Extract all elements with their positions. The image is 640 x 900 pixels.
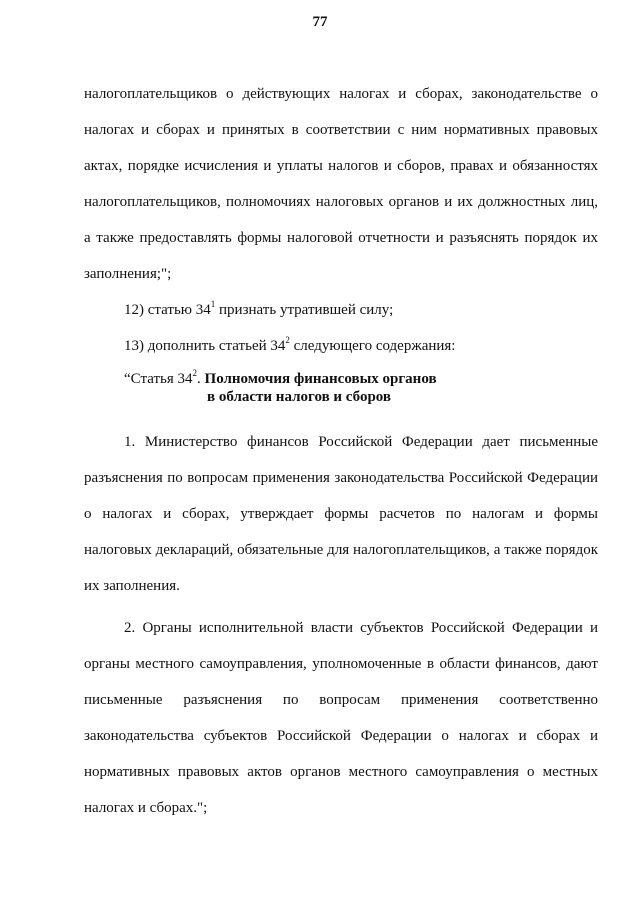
article-heading-line2: в области налогов и сборов — [207, 389, 392, 405]
list-item-13-text: 13) дополнить статьей 34 — [124, 338, 286, 354]
document-body — [84, 76, 598, 826]
article-heading-line1 — [84, 370, 598, 388]
article-title: Полномочия финансовых органов — [200, 371, 437, 387]
superscript: 2 — [285, 335, 290, 345]
list-item-12-rest: признать утратившей силу; — [215, 302, 394, 318]
article-prefix: “Статья 34 — [124, 371, 193, 387]
clause-1: 1. Министерство финансов Российской Федерации дает письменные разъяснения по вопросам применения законодательства Российской Федерации о налогах и сборах, утверждает формы расчетов по налогам и формы налоговых деклараций, обязательные для налогоплательщиков, а также порядок их заполнения. — [84, 434, 598, 594]
article-heading — [84, 370, 598, 406]
article-dot: . — [197, 371, 201, 387]
page-number: 77 — [312, 14, 328, 30]
clause-2: 2. Органы исполнительной власти субъектов Российской Федерации и органы местного самоуправления, уполномоченные в области финансов, дают письменные разъяснения по вопросам применения соответственно законодательства субъектов Российской Федерации о налогах и сборах и нормативных правовых актов органов местного самоуправления о местных налогах и сборах."; — [84, 620, 598, 816]
list-item-12 — [84, 292, 598, 328]
superscript: 1 — [210, 299, 216, 309]
list-item-13-rest: следующего содержания: — [289, 338, 456, 354]
paragraph-continuation: налогоплательщиков о действующих налогах и сборах, законодательстве о налогах и сборах и принятых в соответствии с ним нормативных правовых актах, порядке исчисления и уплаты налогов и сборов, правах и обязанностях налогоплательщиков, полномочиях налоговых органов и их должностных лиц, а также предоставлять формы налоговой отчетности и разъяснять порядок их заполнения;"; — [84, 86, 598, 282]
list-item-13 — [84, 328, 598, 364]
superscript: 2 — [192, 368, 198, 378]
list-item-12-text: 12) статью 34 — [124, 302, 211, 318]
